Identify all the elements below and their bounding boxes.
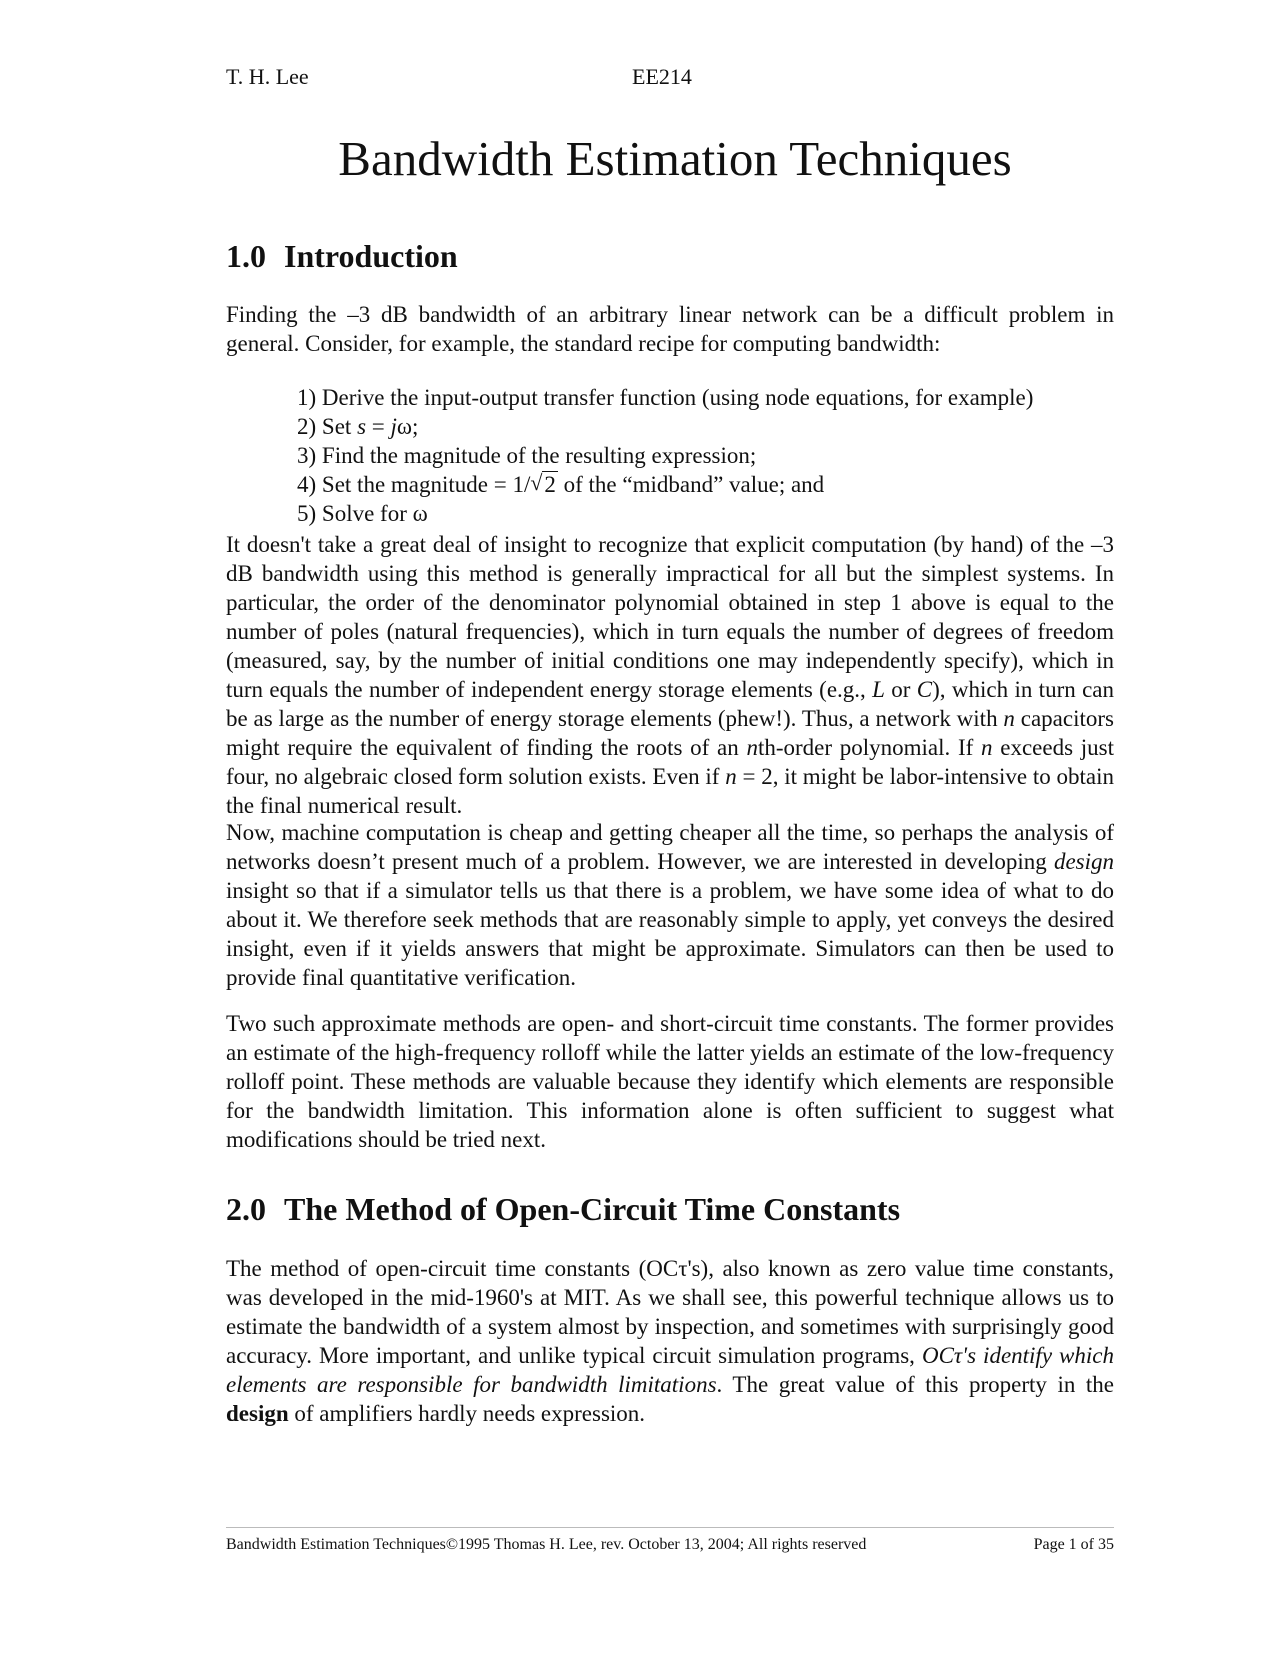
text-run: insight so that if a simulator tells us that there is a problem, we have some idea of what to do about it. We therefore seek methods that are reasonably simple to apply, yet conveys the desired insight, even if it yields answers that might be approximate. Simulators can then be used to provide final quantitative verification. — [226, 878, 1114, 990]
var-n: n — [746, 735, 758, 760]
var-n: n — [725, 764, 737, 789]
section-number: 1.0 — [226, 238, 266, 274]
section-title: The Method of Open-Circuit Time Constants — [284, 1191, 901, 1227]
step-4 — [297, 470, 1033, 499]
radicand: 2 — [544, 472, 556, 497]
intro-paragraph-2 — [226, 530, 1114, 820]
section-heading-introduction — [226, 238, 458, 275]
step-4-text: 4) Set the magnitude = 1/ — [297, 472, 531, 497]
step-5: 5) Solve for ω — [297, 501, 428, 526]
step-1: 1) Derive the input-output transfer function (using node equations, for example) — [297, 385, 1034, 410]
text-run: Now, machine computation is cheap and getting cheaper all the time, so perhaps the analysis of networks doesn’t present much of a problem. However, we are interested in developing — [226, 820, 1114, 874]
step-3: 3) Find the magnitude of the resulting expression; — [297, 443, 757, 468]
text-run: . The great value of this property in the — [716, 1372, 1114, 1397]
var-j: j — [390, 414, 397, 439]
paragraph-text — [226, 530, 1114, 820]
emphasis-italic: OCτ's identify which elements are responsible for bandwidth limitations — [226, 1343, 1114, 1397]
oct-paragraph-1 — [226, 1254, 1114, 1428]
var-n: n — [981, 735, 993, 760]
equals-sign: = — [366, 414, 391, 439]
paragraph-text: Finding the –3 dB bandwidth of an arbitrary linear network can be a difficult problem in general. Consider, for example, the standard recipe for computing bandwidth: — [226, 302, 1114, 356]
emphasis-bold-design: design — [226, 1401, 289, 1426]
text-run: ), which in turn can be as large as the number of energy storage elements (phew!). Thus, a network with — [226, 677, 1114, 731]
text-run: th-order polynomial. If — [757, 735, 982, 760]
page-number: Page 1 of 35 — [1033, 1536, 1114, 1553]
var-n: n — [1003, 706, 1015, 731]
emphasis-design: design — [1053, 849, 1114, 874]
omega-symbol: ω; — [396, 414, 419, 439]
paragraph-text: Two such approximate methods are open- and short-circuit time constants. The former provides an estimate of the high-frequency rolloff while the latter yields an estimate of the low-frequency rolloff point. These methods are valuable because they identify which elements are responsible for the bandwidth limitation. This information alone is often sufficient to suggest what modifications should be tried next. — [226, 1011, 1114, 1152]
text-run: The method of open-circuit time constants (OCτ's), also known as zero value time constants, was developed in the mid-1960's at MIT. As we shall see, this powerful technique allows us to estimate the bandwidth of a system almost by inspection, and sometimes with surprisingly good accuracy. More important, and unlike typical circuit simulation programs, — [226, 1256, 1114, 1368]
text-run: of amplifiers hardly needs expression. — [288, 1401, 646, 1426]
paragraph-text — [226, 818, 1114, 992]
square-root-symbol — [530, 470, 558, 499]
text-run: exceeds just four, no algebraic closed form solution exists. Even if — [226, 735, 1115, 789]
text-run: or — [884, 677, 917, 702]
running-header — [226, 64, 1110, 94]
var-L: L — [872, 677, 885, 702]
header-author: T. H. Lee — [226, 64, 309, 89]
text-run: It doesn't take a great deal of insight to recognize that explicit computation (by hand) of the –3 dB bandwidth using this method is generally impractical for all but the simplest systems. In particular, the order of the denominator polynomial obtained in step 1 above is equal to the number of poles (natural frequencies), which in turn equals the number of degrees of freedom (measured, say, by the number of initial conditions one may independently specify), which in turn equals the number of independent energy storage elements (e.g., — [226, 532, 1114, 702]
paragraph-text — [226, 1254, 1114, 1428]
intro-paragraph-4 — [226, 1009, 1114, 1154]
var-s: s — [357, 414, 367, 439]
section-number: 2.0 — [226, 1191, 266, 1227]
step-2-text: 2) Set — [297, 414, 358, 439]
text-run: = 2, it might be labor-intensive to obtain the final numerical result. — [226, 764, 1114, 818]
footer-divider — [226, 1527, 1114, 1528]
section-heading-open-circuit — [226, 1191, 900, 1228]
text-run: capacitors might require the equivalent of finding the roots of an — [226, 706, 1114, 760]
header-course: EE214 — [632, 64, 692, 89]
document-title: Bandwidth Estimation Techniques — [338, 131, 1012, 186]
step-2 — [297, 412, 1033, 441]
section-title: Introduction — [284, 238, 458, 274]
intro-paragraph-3 — [226, 818, 1114, 992]
footer-copyright: Bandwidth Estimation Techniques©1995 Thomas H. Lee, rev. October 13, 2004; All rights reserved — [226, 1536, 867, 1553]
intro-paragraph-1 — [226, 300, 1114, 358]
step-4-tail: of the “midband” value; and — [557, 472, 825, 497]
bandwidth-recipe-steps — [297, 383, 1033, 528]
var-C: C — [916, 677, 933, 702]
